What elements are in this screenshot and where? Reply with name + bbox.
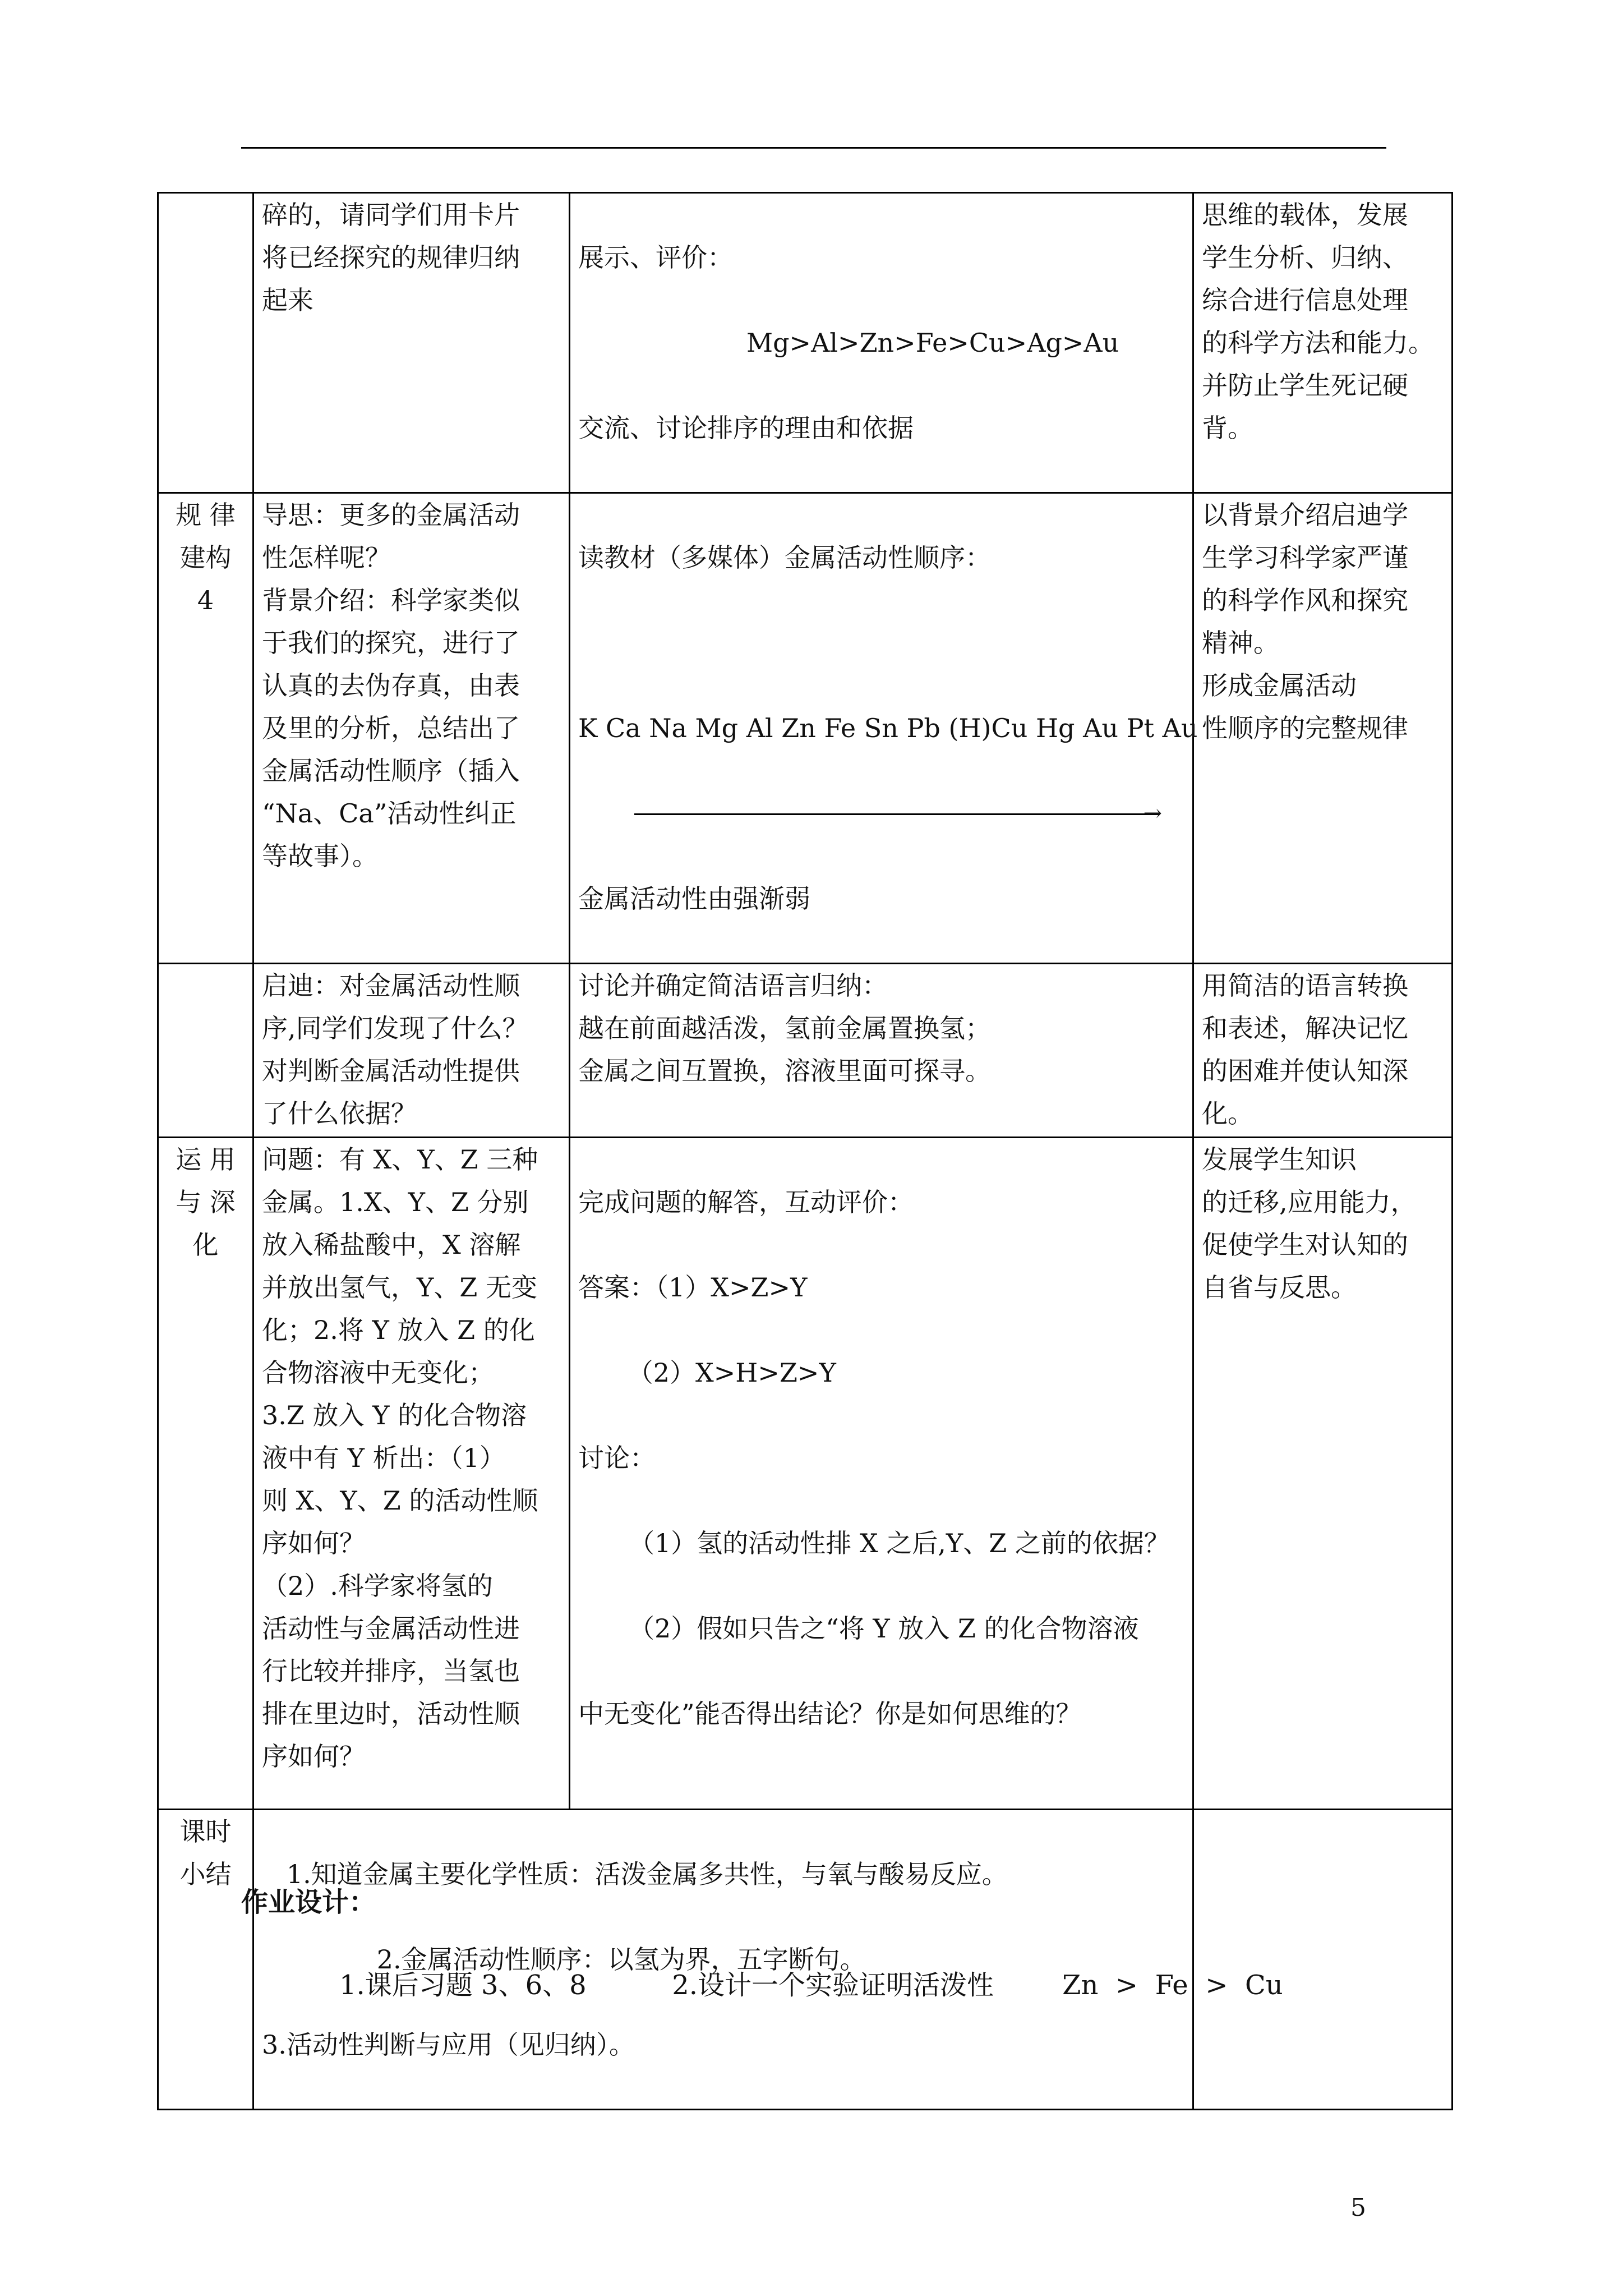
- discussion-line: 中无变化”能否得出结论？你是如何思维的？: [578, 1699, 1082, 1729]
- teacher-activity-cell: 问题：有 X、Y、Z 三种 金属。1.X、Y、Z 分别 放入稀盐酸中，X 溶解 并放出氢气，Y、Z 无变 化；2.将 Y 放入 Z 的化 合物溶液中无变化； 3.Z 放入 Y 的化合物溶 液中有 Y 析出：（1） 则 X、Y、Z 的活动性顺 序如何？ （2）.科学家将氢的 活动性与金属活动性进 行比较并排序，当氢也 排在里边时，活动性顺 序如何？: [253, 1138, 570, 1810]
- table-row-inspire: [158, 964, 1453, 1138]
- summary-line: 2.金属活动性顺序：以氢为界，五字断句。: [262, 1944, 866, 1975]
- discussion-line: （2）假如只告之“将 Y 放入 Z 的化合物溶液: [629, 1613, 1139, 1644]
- summary-line: 3.活动性判断与应用（见归纳）。: [262, 2030, 635, 2060]
- student-activity-cell: 讨论并确定简洁语言归纳： 越在前面越活泼，氢前金属置换氢； 金属之间互置换，溶液里面可探寻。: [570, 964, 1193, 1138]
- student-activity-line: 完成问题的解答，互动评价：: [578, 1187, 914, 1217]
- discussion-line: （1）氢的活动性排 X 之后,Y、Z 之前的依据？: [629, 1528, 1170, 1558]
- design-intent-cell: 发展学生知识 的迁移,应用能力， 促使学生对认知的 自省与反思。: [1193, 1138, 1453, 1810]
- teacher-activity-cell: 启迪：对金属活动性顺 序,同学们发现了什么？ 对判断金属活动性提供 了什么依据？: [253, 964, 570, 1138]
- lesson-plan-table: [157, 192, 1453, 2110]
- activity-series: K Ca Na Mg Al Zn Fe Sn Pb (H)Cu Hg Au Pt Au: [578, 713, 1198, 743]
- arrow-head-icon: →: [1143, 800, 1162, 826]
- student-activity-cell: [570, 493, 1198, 964]
- summary-line: 1.知道金属主要化学性质：活泼金属多共性，与氧与酸易反应。: [262, 1859, 1008, 1889]
- stage-cell: [158, 193, 253, 493]
- homework-title: 作业设计：: [241, 1887, 376, 1918]
- teacher-activity-cell: 碎的，请同学们用卡片 将已经探究的规律归纳 起来: [253, 193, 570, 493]
- student-activity-line: 交流、讨论排序的理由和依据: [578, 413, 914, 443]
- stage-cell: 规 律 建构 4: [158, 493, 253, 964]
- stage-cell: 课时 小结: [158, 1810, 253, 2110]
- design-intent-cell: 用简洁的语言转换 和表述，解决记忆 的困难并使认知深 化。: [1193, 964, 1453, 1138]
- summary-cell: [253, 1810, 1193, 2110]
- stage-cell: [158, 964, 253, 1138]
- student-activity-line: 读教材（多媒体）金属活动性顺序：: [578, 542, 991, 573]
- student-activity-cell: [570, 1138, 1193, 1810]
- teacher-activity-cell: 导思：更多的金属活动 性怎样呢？ 背景介绍：科学家类似 于我们的探究，进行了 认真的去伪存真，由表 及里的分析，总结出了 金属活动性顺序（插入 “Na、Ca”活动性纠正 等故事）。: [253, 493, 570, 964]
- table-row-summary-cont: [158, 193, 1453, 493]
- design-intent-cell: [1193, 1810, 1453, 2110]
- stage-cell: 运 用 与 深 化: [158, 1138, 253, 1810]
- student-activity-cell: [570, 193, 1193, 493]
- table-row-summary: [158, 1810, 1453, 2110]
- student-activity-line: 讨论：: [578, 1443, 656, 1473]
- design-intent-cell: 以背景介绍启迪学 生学习科学家严谨 的科学作风和探究 精神。 形成金属活动 性顺序的完整规律: [1193, 493, 1453, 964]
- answer-line: 答案：（1）X>Z>Y: [578, 1272, 808, 1303]
- table-row-rule-build-4: [158, 493, 1453, 964]
- table-row-apply: [158, 1138, 1453, 1810]
- answer-line: （2）X>H>Z>Y: [578, 1358, 836, 1388]
- header-rule: [241, 147, 1386, 149]
- page-number: 5: [1350, 2193, 1366, 2222]
- student-activity-line: 展示、评价：: [578, 242, 733, 273]
- student-activity-line: 金属活动性由强渐弱: [578, 884, 810, 914]
- metal-order-sequence: Mg>Al>Zn>Fe>Cu>Ag>Au: [746, 328, 1119, 358]
- design-intent-cell: 思维的载体，发展 学生分析、归纳、 综合进行信息处理 的科学方法和能力。 并防止学生死记硬 背。: [1193, 193, 1453, 493]
- strong-to-weak-arrow: [578, 792, 1184, 835]
- homework-items: 1.课后习题 3、6、8 2.设计一个实验证明活泼性 Zn > Fe > Cu: [339, 1970, 1283, 2001]
